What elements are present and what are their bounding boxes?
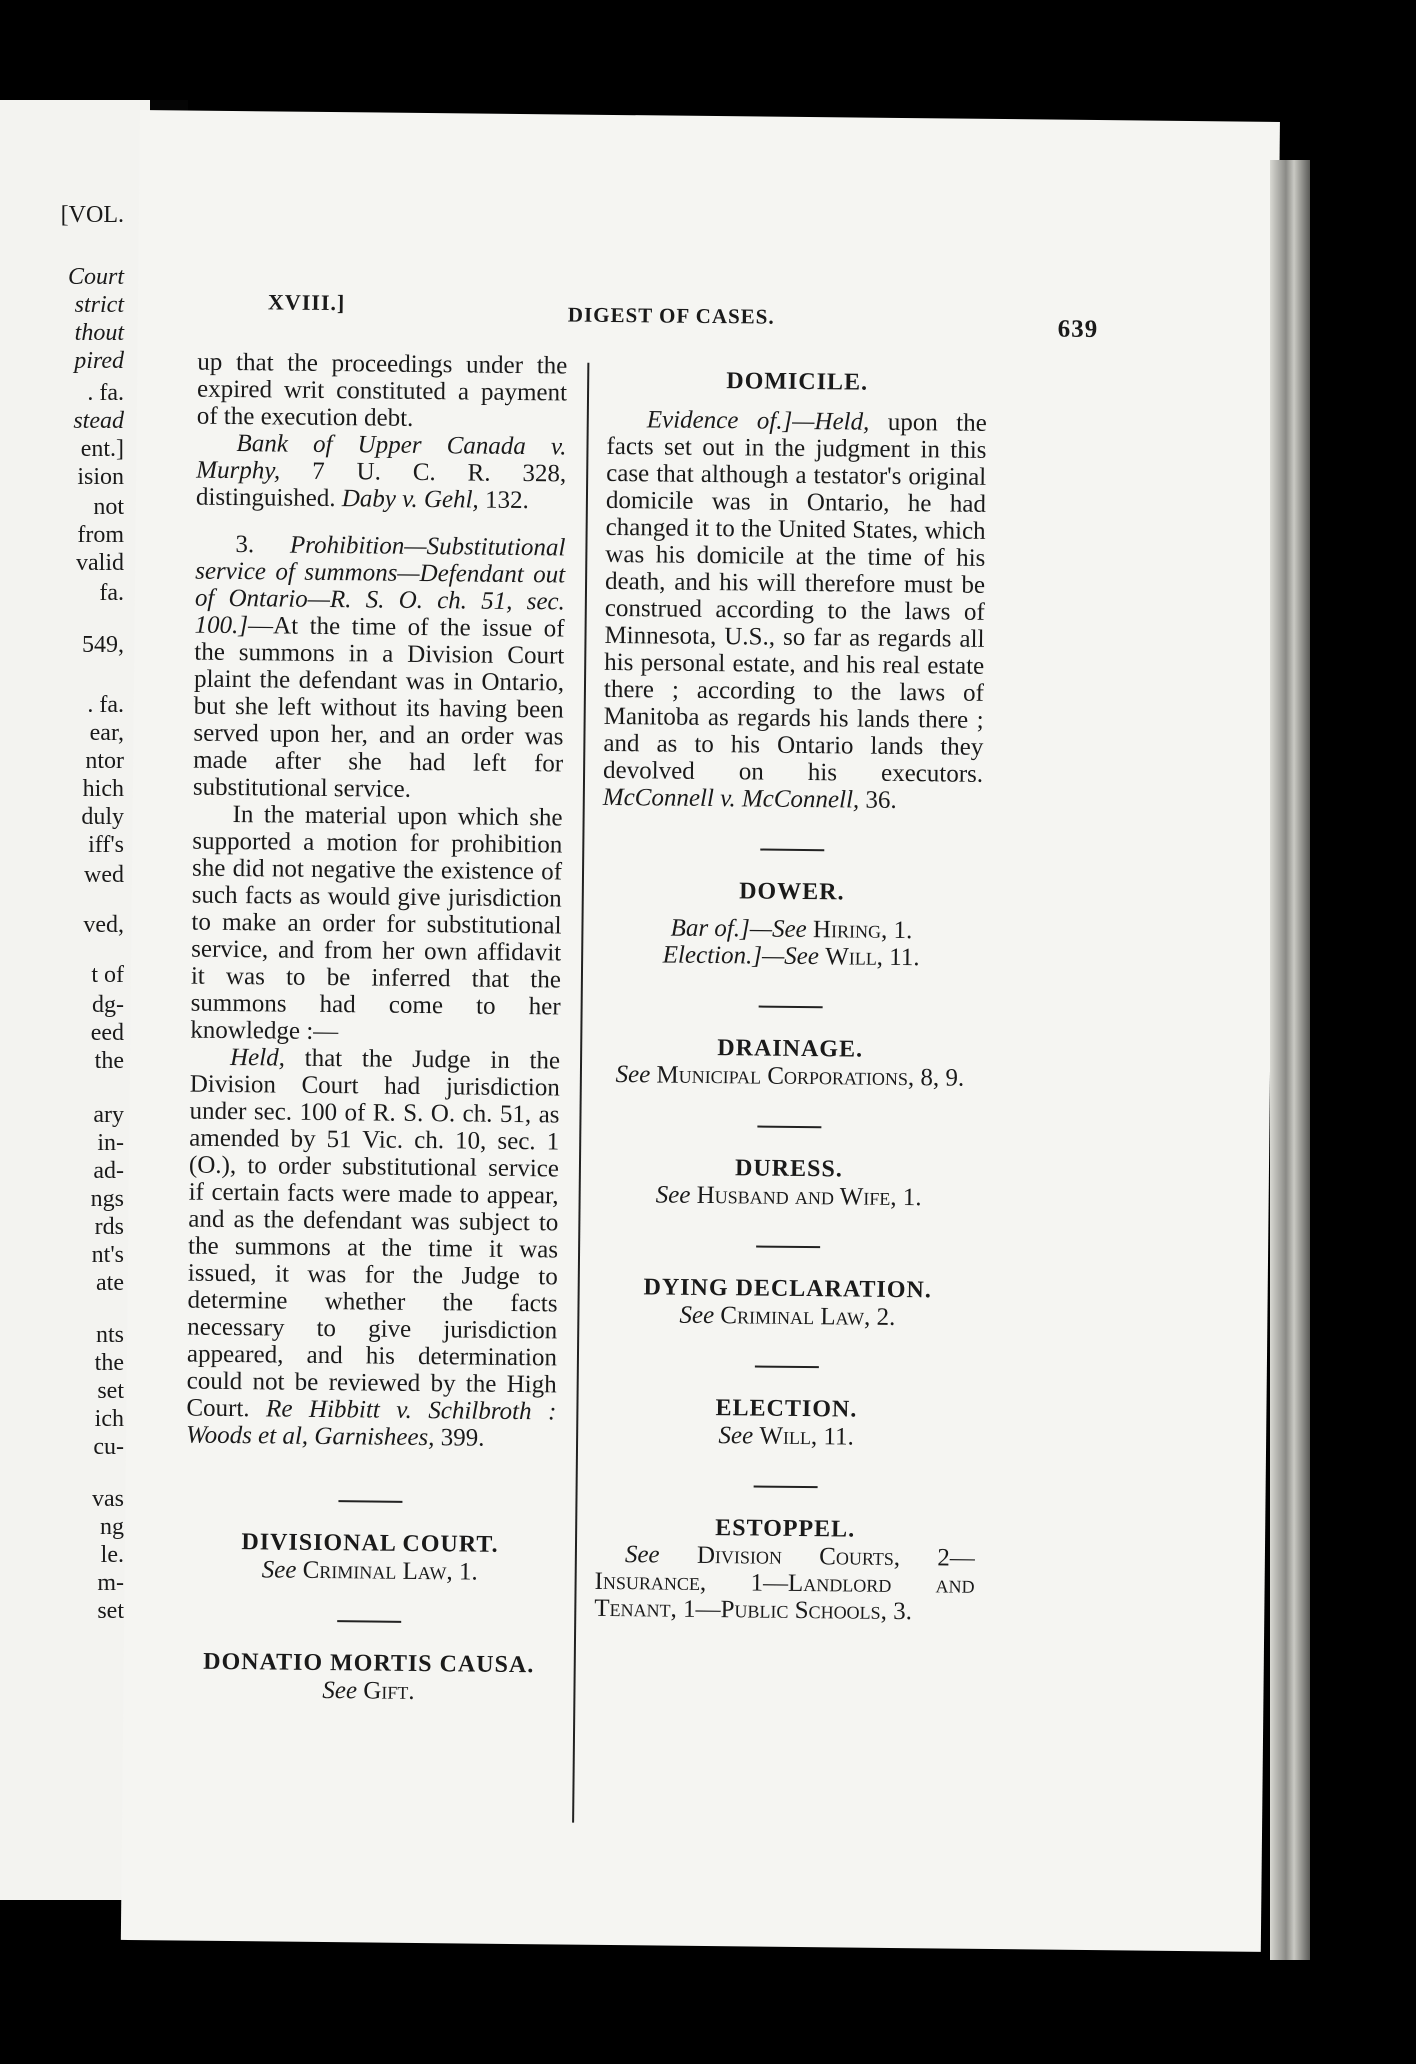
section-heading-drainage: DRAINAGE. xyxy=(717,1035,864,1063)
left-page-text-fragment: nts xyxy=(95,1322,124,1348)
left-page-text-fragment: m- xyxy=(97,1570,124,1596)
left-page-text-fragment: ntor xyxy=(85,748,124,774)
left-page-text-fragment: le. xyxy=(100,1542,124,1568)
section-heading-election: ELECTION. xyxy=(715,1395,858,1423)
left-page-text-fragment: the xyxy=(94,1350,124,1376)
left-page-text-fragment: t of xyxy=(91,962,124,988)
see-label: See xyxy=(718,1422,754,1450)
left-page-text-fragment: set xyxy=(97,1598,124,1624)
left-page-text-fragment: the xyxy=(94,1048,124,1074)
left-page-text-fragment: rds xyxy=(94,1214,124,1240)
left-page-text-fragment: set xyxy=(97,1378,124,1404)
citation-page: 132. xyxy=(484,486,529,515)
left-page-text-fragment: ision xyxy=(77,464,124,490)
left-page-text-fragment: dg- xyxy=(92,992,124,1018)
subtopic-label: Election.]—See xyxy=(662,941,820,971)
section-divider xyxy=(757,1126,821,1129)
left-page-text-fragment: ved, xyxy=(83,912,124,938)
left-page-text-fragment: pired xyxy=(74,348,124,374)
cross-reference xyxy=(599,1181,979,1212)
held-body: that the Judge in the Division Court had jurisdiction under sec. 100 of R. S. O. ch. 51, as amended by 51 Vic. ch. 10, sec. 1 (O.), to order substitutional service if certain facts were made to appear, and as the defendant was subject to the summons at the time it was issued, it was for the Judge to determine whether the facts necessary to give jurisdiction appeared, and his determination could not be reviewed by the High Court. xyxy=(186,1044,561,1423)
section-heading-divisional-court: DIVISIONAL COURT. xyxy=(241,1529,499,1558)
case-citation-paragraph xyxy=(196,430,567,515)
section-heading-dower: DOWER. xyxy=(739,878,845,906)
cross-reference xyxy=(185,1556,555,1587)
citation-page: 36. xyxy=(865,786,897,814)
entry-number: 3. xyxy=(235,531,255,559)
reference-target: Will, 11. xyxy=(825,943,920,972)
section-heading-duress: DURESS. xyxy=(734,1155,843,1183)
section-divider xyxy=(755,1366,819,1369)
entry-3 xyxy=(193,531,566,805)
cross-reference xyxy=(600,1061,980,1092)
running-title: DIGEST OF CASES. xyxy=(567,302,775,329)
right-column xyxy=(594,353,987,1626)
case-name: McConnell v. McConnell, xyxy=(602,783,860,814)
left-column xyxy=(183,349,567,1707)
see-label: See xyxy=(322,1676,358,1705)
cross-reference xyxy=(594,1541,975,1626)
left-page-text-fragment: iff's xyxy=(88,832,124,858)
left-page-text-fragment: wed xyxy=(84,862,124,888)
section-divider xyxy=(756,1246,820,1249)
left-page-text-fragment: ent.] xyxy=(80,436,124,462)
held-label: Held, xyxy=(229,1043,286,1072)
cross-reference xyxy=(601,941,981,972)
continued-paragraph: up that the proceedings under the expired writ constituted a payment of the execution debt. xyxy=(196,348,568,432)
left-page-text-fragment: ary xyxy=(93,1102,124,1128)
section-divider xyxy=(337,1620,401,1623)
left-page-text-fragment: cu- xyxy=(93,1434,124,1460)
reference-target: Hiring, 1. xyxy=(812,916,913,945)
section-divider xyxy=(754,1486,818,1489)
left-page-text-fragment: . fa. xyxy=(87,380,124,406)
citation-page: 399. xyxy=(440,1424,485,1452)
section-heading-donatio-mortis-causa: DONATIO MORTIS CAUSA. xyxy=(203,1648,535,1679)
section-divider xyxy=(759,1006,823,1009)
entry-body: upon the facts set out in the judgment in this case that although a testator's original domicile was in Ontario, he had changed it to the United States, which was his domicile at the time of his death, and his will therefore must be construed according to the laws of Minnesota, U.S., so far as regards all his personal estate, and his real estate there ; according to the laws of Manitoba as regards his lands there ; and as to his Ontario lands they devolved on his executors. xyxy=(602,408,987,788)
see-label: See xyxy=(261,1556,297,1584)
left-page-text-fragment: ich xyxy=(94,1406,124,1432)
reference-target: Will, 11. xyxy=(759,1422,854,1451)
left-page-text-fragment: ng xyxy=(100,1514,124,1540)
case-name: Bank of Upper Canada v. Murphy, xyxy=(196,430,567,485)
left-page-text-fragment: Court xyxy=(67,264,124,290)
section-divider xyxy=(338,1500,402,1503)
left-page-text-fragment: valid xyxy=(76,550,124,576)
page-stack-edge xyxy=(1270,160,1310,1960)
left-page-text-fragment: ngs xyxy=(90,1186,124,1212)
section-heading-domicile: DOMICILE. xyxy=(726,368,869,396)
left-page-text-fragment: strict xyxy=(74,292,124,318)
section-heading-dying-declaration: DYING DECLARATION. xyxy=(643,1274,932,1304)
reference-target: Criminal Law, 1. xyxy=(302,1556,478,1586)
reference-target: Criminal Law, 2. xyxy=(720,1302,896,1331)
column-rule xyxy=(572,363,589,1823)
left-page-text-fragment: . fa. xyxy=(87,692,124,718)
left-page-text-fragment: eed xyxy=(90,1020,124,1046)
reference-target: Municipal Corporations, 8, 9. xyxy=(656,1061,965,1092)
digest-page xyxy=(121,110,1280,1952)
entry-body: —At the time of the issue of the summons in a Division Court plaint the defendant was in Ontario, but she left without its having been served upon her, and an order was made after she had left for substitutional service. xyxy=(192,612,565,803)
left-page-text-fragment: [VOL. xyxy=(60,202,124,228)
section-divider xyxy=(760,849,824,852)
citation-text: 7 U. C. R. 328, distinguished. xyxy=(195,457,567,513)
cross-reference xyxy=(601,914,981,945)
left-page-text-fragment: nt's xyxy=(91,1242,124,1268)
see-label: See xyxy=(679,1301,715,1330)
left-page-text-fragment: 549, xyxy=(82,632,124,658)
entry-heading: Prohibition—Substitutional service of summons—Defendant out of Ontario—R. S. O. ch. 51, sec. 100.] xyxy=(194,531,566,640)
left-page-text-fragment: hich xyxy=(82,776,124,802)
left-page-text-fragment: thout xyxy=(74,320,124,346)
left-page-text-fragment: duly xyxy=(81,804,124,830)
cross-reference xyxy=(183,1676,553,1707)
reference-target: Division Courts, 2—Insurance, 1—Landlord and Tenant, 1—Public Schools, 3. xyxy=(594,1541,976,1626)
left-page-text-fragment: stead xyxy=(73,408,124,434)
cross-reference xyxy=(596,1421,976,1452)
reference-target: Gift. xyxy=(363,1677,415,1705)
section-heading-estoppel: ESTOPPEL. xyxy=(715,1515,856,1543)
left-page-text-fragment: in- xyxy=(97,1130,124,1156)
see-label: See xyxy=(624,1541,660,1569)
left-page-text-fragment: ad- xyxy=(93,1158,124,1184)
see-label: See xyxy=(655,1181,691,1209)
reference-target: Husband and Wife, 1. xyxy=(696,1181,922,1212)
entry-heading: Evidence of.]—Held, xyxy=(646,406,870,436)
left-page-text-fragment: ear, xyxy=(89,720,124,746)
left-page-text-fragment: fa. xyxy=(99,580,124,606)
material-paragraph: In the material upon which she supported a motion for prohibition she did not negative the existence of such facts as would give jurisdiction to make an order for substitutional service, and from her own affidavit it was to be inferred that the summons had come to her knowledge :— xyxy=(190,801,563,1046)
cross-reference xyxy=(597,1301,977,1332)
case-name: Daby v. Gehl, xyxy=(341,485,479,514)
page-number: 639 xyxy=(1057,315,1099,344)
subtopic-label: Bar of.]—See xyxy=(670,914,807,944)
held-paragraph xyxy=(186,1044,560,1453)
see-label: See xyxy=(615,1061,651,1089)
left-page-text-fragment: from xyxy=(77,522,124,548)
left-page-text-fragment: ate xyxy=(96,1270,124,1296)
domicile-entry xyxy=(603,406,987,815)
case-name: Re Hibbitt v. Schilbroth : Woods et al, Garnishees, xyxy=(185,1395,557,1452)
left-page-text-fragment: not xyxy=(93,494,124,520)
left-page-text-fragment: vas xyxy=(92,1486,124,1512)
volume-label: XVIII.] xyxy=(267,289,346,316)
